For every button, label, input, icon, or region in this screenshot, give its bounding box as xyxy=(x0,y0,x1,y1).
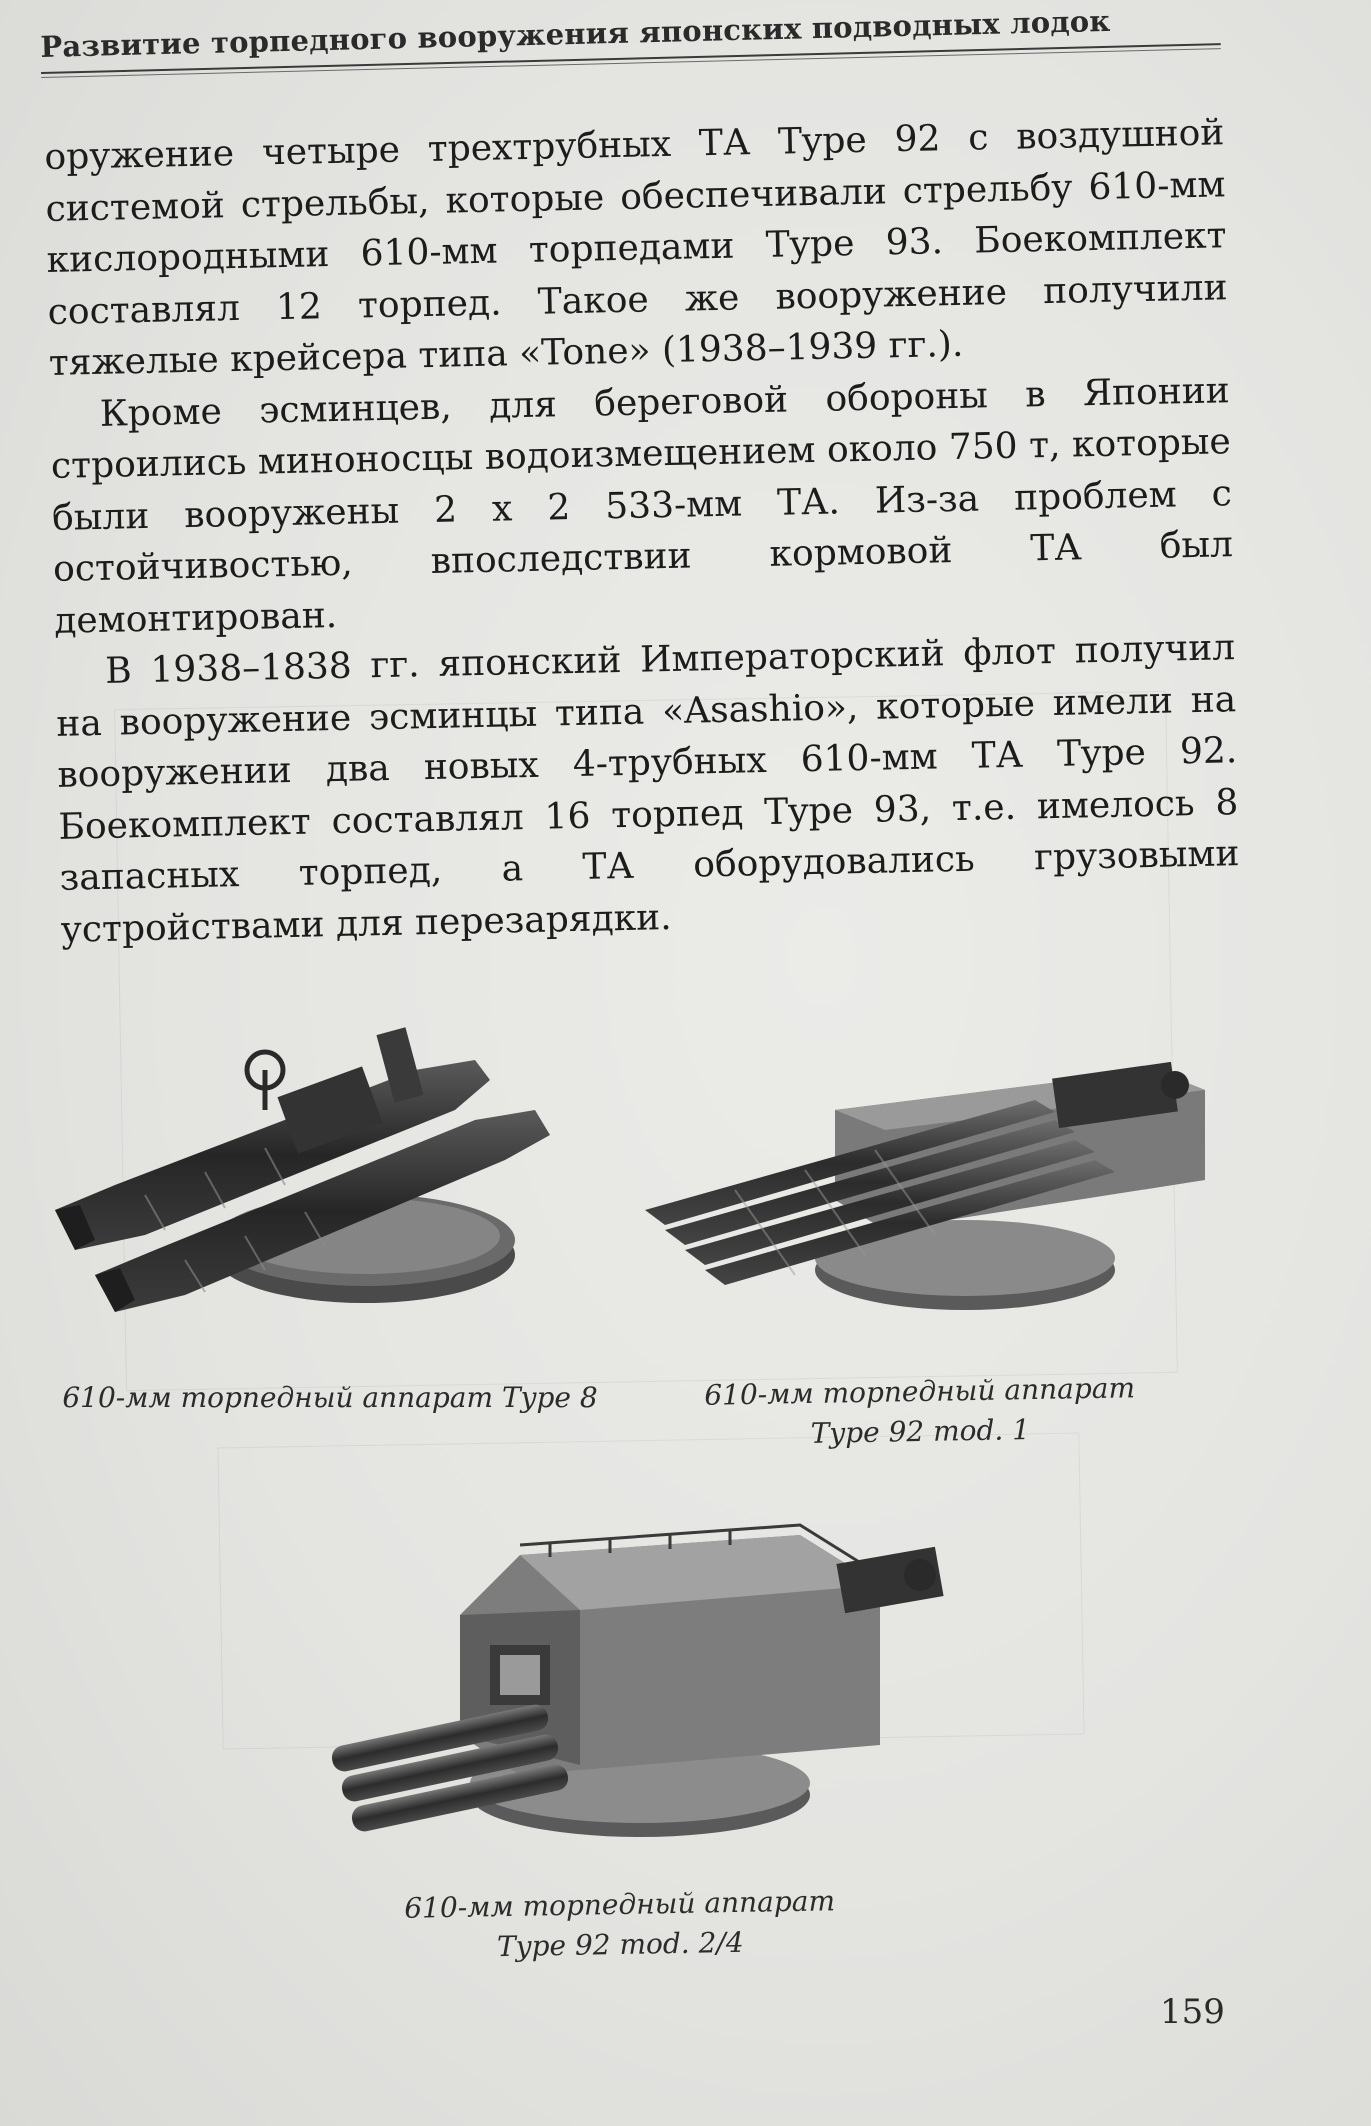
running-header xyxy=(40,1,1231,78)
caption-line: Type 92 mod. 2/4 xyxy=(496,1925,744,1964)
torpedo-launcher-type92-mod24-illustration xyxy=(320,1515,960,1845)
caption-line: 610-мм торпедный аппарат xyxy=(704,1371,1136,1412)
figure-caption xyxy=(679,1368,1160,1456)
paragraph: Кроме эсминцев, для береговой обороны в Японии строились миноносцы водоизмещением около 750 т, которые были вооружены 2 x 2 533-мм ТА. Из-за проблем с остойчивостью, впоследствии кормовой ТА был демонтирован. xyxy=(50,369,1234,642)
paragraph: В 1938–1838 гг. японский Императорский флот получил на вооружение эсминцы типа «Asashio», которые имели на вооружении два новых 4-трубных 610-мм ТА Type 92. Боекомплект составлял 16 торпед Type 93, т.е. имелось 8 запасных торпед, а ТА оборудовались грузовыми устройствами для перезарядки. xyxy=(55,627,1240,951)
caption-line: 610-мм торпедный аппарат Type 8 xyxy=(62,1381,598,1414)
figure-caption xyxy=(60,1378,600,1418)
caption-line: Type 92 mod. 1 xyxy=(810,1413,1031,1450)
page-number: 159 xyxy=(1160,1992,1225,2032)
torpedo-launcher-type8-illustration xyxy=(35,1000,625,1330)
body-text xyxy=(44,107,1241,956)
header-title: Развитие торпедного вооружения японских подводных лодок xyxy=(40,3,1111,64)
paragraph: оружение четыре трехтрубных ТА Type 92 с воздушной системой стрельбы, которые обеспечивали стрельбу 610-мм кислородными 610-мм торпедами Type 93. Боекомплект составлял 12 торпед. Такое же вооружение получили тяжелые крейсера типа «Tone» (1938–1939 гг.). xyxy=(44,112,1228,384)
figure-caption xyxy=(369,1881,870,1970)
torpedo-launcher-type92-mod1-illustration xyxy=(635,1030,1235,1320)
caption-line: 610-мм торпедный аппарат xyxy=(404,1884,836,1925)
